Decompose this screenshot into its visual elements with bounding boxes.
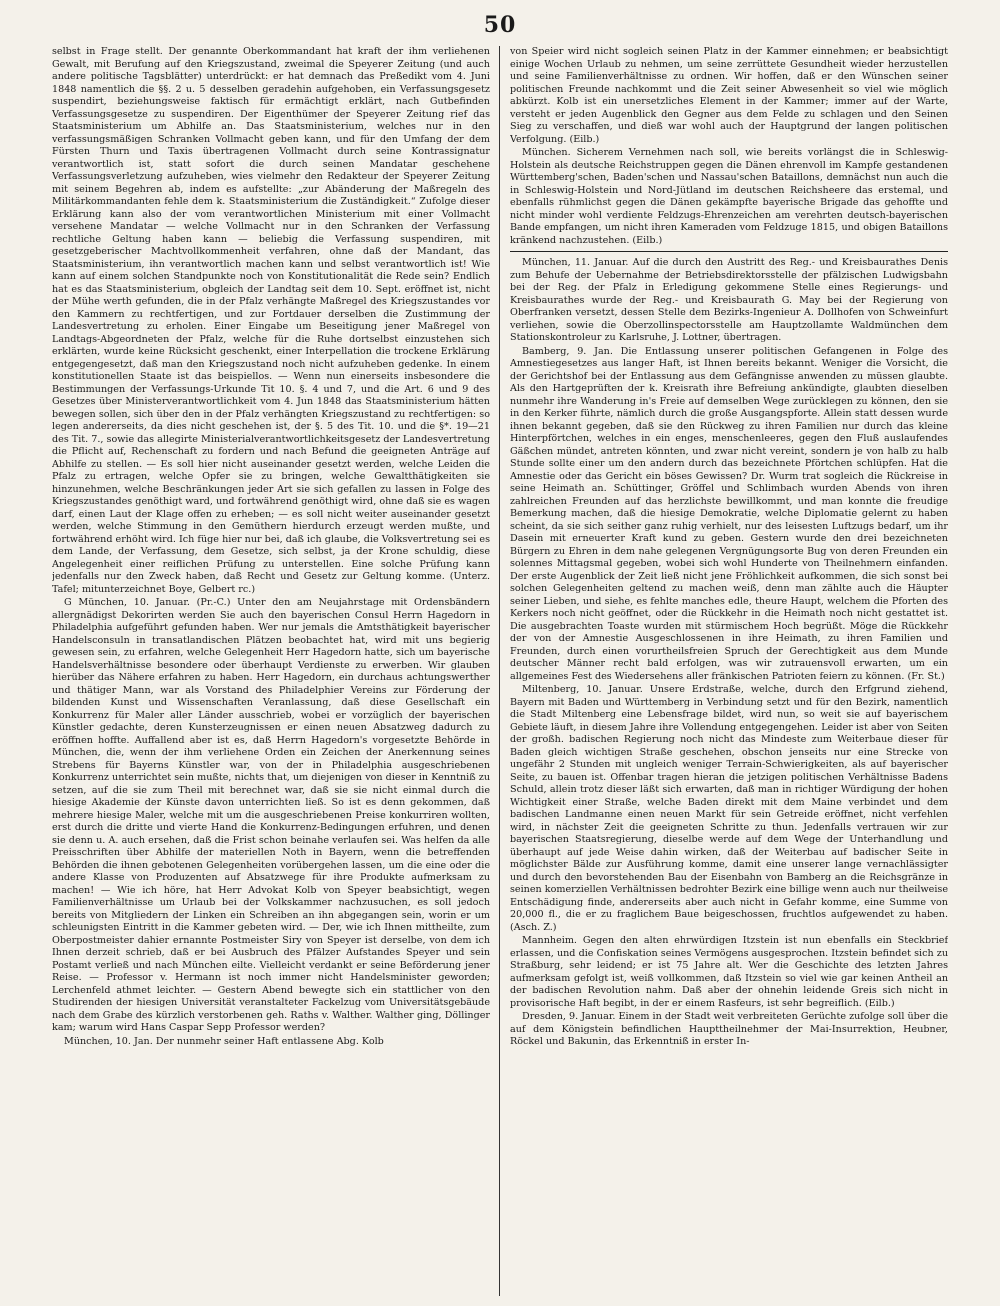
article-paragraph: Mannheim. Gegen den alten ehrwürdigen Itzstein ist nun ebenfalls ein Steckbrief erlassen, und die Confiskation seines Vermögens ausgesprochen. Itzstein befindet sich zu Straßburg, sehr leidend; er ist 75 Jahre alt. Wer die Geschichte des letzten Jahres aufmerksam gefolgt ist, weiß vollkommen, daß Itzstein so viel wie gar keinen Antheil an der badischen Revolution nahm. Daß aber der ohnehin leidende Greis sich nicht in provisorische Haft begibt, in der er einem Rasfeurs, ist sehr begreiflich. (Eilb.) <box>510 935 948 1009</box>
page-number: 50 <box>483 12 517 38</box>
article-paragraph: Miltenberg, 10. Januar. Unsere Erdstraße, welche, durch den Erfgrund ziehend, Bayern mit Baden und Württemberg in Verbindung setzt und für den Bezirk, namentlich die Stadt Miltenberg eine Lebensfrage bildet, wird nun, so weit sie auf bayerischem Gebiete läuft, in diesem Jahre ihre Vollendung entgegengehen. Leider ist aber von Seiten der großh. badischen Regierung noch nicht das Mindeste zum Weiterbaue dieser für Baden gleich wichtigen Straße geschehen, obschon jenseits nur eine Strecke von ungefähr 2 Stunden mit ungleich weniger Terrain-Schwierigkeiten, als auf bayerischer Seite, zu bauen ist. Offenbar tragen hieran die jetzigen politischen Verhältnisse Badens Schuld, allein trotz dieser läßt sich erwarten, daß man in richtiger Würdigung der hohen Wichtigkeit einer Straße, welche Baden direkt mit dem Maine verbindet und dem badischen Landmanne einen neuen Markt für sein Getreide eröffnet, nicht verfehlen wird, in nächster Zeit die geeigneten Schritte zu thun. Jedenfalls vertrauen wir zur bayerischen Staatsregierung, dieselbe werde auf dem Wege der Unterhandlung und überhaupt auf jede Weise dahin wirken, daß der Weiterbau auf badischer Seite in möglichster Bälde zur Ausführung komme, damit eine unserer lange vernachlässigter und durch den bevorstehenden Bau der Eisenbahn von Bamberg an die Reichsgränze in seinen komerziellen Verhältnissen bedrohter Bezirk eine billige wenn auch nur theilweise Entschädigung finde, andererseits aber auch nicht in Gefahr komme, eine Summe von 20,000 fl., die er zu fraglichem Baue beigeschossen, fruchtlos aufgewendet zu haben. (Asch. Z.) <box>510 684 948 933</box>
article-paragraph: selbst in Frage stellt. Der genannte Oberkommandant hat kraft der ihm verliehenen Gewalt, mit Berufung auf den Kriegszustand, zweimal die Speyerer Zeitung (und auch andere politische Tagsblätter) unterdrückt: er hat demnach das Preßedikt vom 4. Juni 1848 namentlich die §§. 2 u. 5 desselben geradehin aufgehoben, ein Verfassungsgesetz suspendirt, beziehungsweise faktisch für ermächtigt erklärt, nach Gutbefinden Verfassungsgesetze zu suspendiren. Der Eigenthümer der Speyerer Zeitung rief das Staatsministerium um Abhilfe an. Das Staatsministerium, welches nur in den verfassungsmäßigen Schranken Vollmacht geben kann, und für den Umfang der dem Fürsten Thurn und Taxis übertragenen Vollmacht durch seine Kontrassignatur verantwortlich ist, statt sofort die durch seinen Mandatar geschehene Verfassungsverletzung aufzuheben, wies vielmehr den Redakteur der Speyerer Zeitung mit seinem Begehren ab, indem es aufstellte: „zur Abänderung der Maßregeln des Militärkommandanten fehle dem k. Staatsministerium die Zuständigkeit.“ Zufolge dieser Erklärung kann also der vom verantwortlichen Ministerium mit einer Vollmacht versehene Mandatar — welche Vollmacht nur in den Schranken der Verfassung rechtliche Geltung haben kann — beliebig die Verfassung suspendiren, mit gesetzgeberischer Machtvollkommenheit verfahren, ohne daß der Mandant, das Staatsministerium, ihn verantwortlich machen kann und selbst verantwortlich ist! Wie kann auf einem solchen Standpunkte noch von Konstitutionalität die Rede sein? Endlich hat es das Staatsministerium, obgleich der Landtag seit dem 10. Sept. eröffnet ist, nicht der Mühe werth gefunden, die in der Pfalz verhängte Maßregel des Kriegszustandes vor den Kammern zu rechtfertigen, und zur Fortdauer derselben die Zustimmung der Landesvertretung zu erholen. Einer Eingabe um Beseitigung jener Maßregel von Landtags-Abgeordneten der Pfalz, welche für die Ruhe dortselbst einzustehen sich erklärten, wurde keine Rücksicht geschenkt, einer Interpellation die trockene Erklärung entgegengesetzt, daß man den Kriegszustand noch nicht aufzuheben gedenke. In einem konstitutionellen Staate ist das beispiellos. — Wenn nun einerseits insbesondere die Bestimmungen der Verfassungs-Urkunde Tit 10. §. 4 und 7, und die Art. 6 und 9 des Gesetzes über Ministerverantwortlichkeit vom 4. Jun 1848 das Staatsministerium hätten bewegen sollen, sich über den in der Pfalz verhängten Kriegszustand zu rechtfertigen: so legen andererseits, da dies nicht geschehen ist, der §. 5 des Tit. 10. und die §*. 19—21 des Tit. 7., sowie das allegirte Ministerialverantwortlichkeitsgesetz der Landesvertretung die Pflicht auf, Rechenschaft zu fordern und nach Befund die geeigneten Anträge auf Abhilfe zu stellen. — Es soll hier nicht auseinander gesetzt werden, welche Leiden die Pfalz zu ertragen, welche Opfer sie zu bringen, welche Gewaltthätigkeiten sie hinzunehmen, welche Beschränkungen jeder Art sie sich gefallen zu lassen in Folge des Kriegszustandes genöthigt ward, und fortwährend genöthigt wird, ohne daß sie es wagen darf, einen Laut der Klage offen zu erheben; — es soll nicht weiter auseinander gesetzt werden, welche Stimmung in den Gemüthern hierdurch erzeugt werden mußte, und fortwährend erhöht wird. Ich füge hier nur bei, daß ich glaube, die Volksvertretung sei es dem Lande, der Verfassung, dem Gesetze, sich selbst, ja der Krone schuldig, diese Angelegenheit einer reiflichen Prüfung zu unterstellen. Eine solche Prüfung kann jedenfalls nur den Zweck haben, daß Recht und Gesetz zur Geltung komme. (Unterz. Tafel; mitunterzeichnet Boye, Gelbert rc.) <box>52 46 490 595</box>
article-paragraph: München, 10. Jan. Der nunmehr seiner Haft entlassene Abg. Kolb <box>64 1035 384 1047</box>
section-rule <box>510 251 948 252</box>
column-divider <box>499 46 500 1296</box>
right-column <box>510 46 948 1296</box>
article-paragraph: von Speier wird nicht sogleich seinen Platz in der Kammer einnehmen; er beabsichtigt einige Wochen Urlaub zu nehmen, um seine zerrüttete Gesundheit wieder herzustellen und seine Familienverhältnisse zu ordnen. Wir hoffen, daß er den Wünschen seiner politischen Freunde nachkommt und die Zeit seiner Abwesenheit so viel wie möglich abkürzt. Kolb ist ein unersetzliches Element in der Kammer; immer auf der Warte, versteht er jeden Augenblick den Gegner aus dem Felde zu schlagen und den Seinen Sieg zu verschaffen, und dieß war wohl auch der Hauptgrund der langen politischen Verfolgung. (Eilb.) <box>510 46 948 145</box>
article-paragraph: G München, 10. Januar. (Pr.-C.) Unter den am Neujahrstage mit Ordensbändern allergnädigst Dekorirten werden Sie auch den bayerischen Consul Herrn Hagedorn in Philadelphia aufgeführt gefunden haben. Wer nur jemals die Amtsthätigkeit bayerischer Handelsconsuln in transatlandischen Plätzen beobachtet hat, wird mit uns begierig gewesen sein, zu erfahren, welche Gelegenheit Herr Hagedorn hatte, sich um bayerische Handelsverhältnisse besondere oder überhaupt Verdienste zu erwerben. Wir glauben hierüber das Nähere erfahren zu haben. Herr Hagedorn, ein durchaus achtungswerther und thätiger Mann, war als Vorstand des Philadelphier Vereins zur Förderung der bildenden Kunst und Wissenschaften Veranlassung, daß diese Gesellschaft ein Konkurrenz für Maler aller Länder ausschrieb, wobei er vorzüglich der bayerischen Künstler gedachte, deren Kunsterzeugnissen er einen neuen Absatzweg dadurch zu eröffnen hoffte. Auffallend aber ist es, daß Herrn Hagedorn's vorgesetzte Behörde in München, die, wenn der ihm verliehene Orden ein Zeichen der Anerkennung seines Strebens für Bayerns Künstler war, von der in Philadelphia ausgeschriebenen Konkurrenz unterrichtet sein mußte, nichts that, um diejenigen von dieser in Kenntniß zu setzen, auf die sie zum Theil mit berechnet war, daß sie sie nicht einmal durch die hiesige Akademie der Künste davon unterrichten ließ. So ist es denn gekommen, daß mehrere hiesige Maler, welche mit um die ausgeschriebenen Preise konkurriren wollten, erst durch die dritte und vierte Hand die Konkurrenz-Bedingungen erfuhren, und denen sie denn u. A. auch ersehen, daß die Frist schon beinahe verlaufen sei. Was helfen da alle Preisschriften über Abhilfe der materiellen Noth in Bayern, wenn die betreffenden Behörden die ihnen gebotenen Gelegenheiten vorübergehen lassen, um die eine oder die andere Klasse von Produzenten auf Absatzwege für ihre Produkte aufmerksam zu machen! — Wie ich höre, hat Herr Advokat Kolb von Speyer beabsichtigt, wegen Familienverhältnisse um Urlaub bei der Volkskammer nachzusuchen, es soll jedoch bereits von Mitgliedern der Linken ein Schreiben an ihn abgegangen sein, worin er um schleunigsten Eintritt in die Kammer gebeten wird. — Der, wie ich Ihnen mittheilte, zum Oberpostmeister dahier ernannte Postmeister Siry von Speyer ist derselbe, von dem ich Ihnen derzeit schrieb, daß er bei Ausbruch des Pfälzer Aufstandes Speyer und sein Postamt verließ und nach München eilte. Vielleicht verdankt er seine Beförderung jener Reise. — Professor v. Hermann ist noch immer nicht Handelsminister geworden; Lerchenfeld athmet leichter. — Gestern Abend bewegte sich ein stattlicher von den Studirenden der hiesigen Universität veranstalteter Fackelzug vom Universitätsgebäude nach dem Grabe des kürzlich verstorbenen geh. Raths v. Walther. Walther ging, Döllinger kam; warum wird Hans Caspar Sepp Professor werden? <box>52 597 490 1033</box>
article-paragraph: Dresden, 9. Januar. Einem in der Stadt weit verbreiteten Gerüchte zufolge soll über die auf dem Königstein befindlichen Haupttheilnehmer der Mai-Insurrektion, Heubner, Röckel und Bakunin, das Erkenntniß in erster In- <box>510 1011 948 1047</box>
article-paragraph: München. Sicherem Vernehmen nach soll, wie bereits vorlängst die in Schleswig-Holstein als deutsche Reichstruppen gegen die Dänen ehrenvoll im Kampfe gestandenen Württemberg'schen, Baden'schen und Nassau'schen Bataillons, demnächst nun auch die in Schleswig-Holstein und Nord-Jütland im deutschen Reichsheere das erstemal, und ebenfalls rühmlichst gegen die Dänen gekämpfte bayerische Brigade das gehoffte und nicht minder wohl verdiente Feldzugs-Ehrenzeichen am verehrten deutsch-bayerischen Bande empfangen, um nicht ihren Kameraden vom Feldzuge 1815, und obigen Bataillons kränkend nachzustehen. (Eilb.) <box>510 147 948 246</box>
newspaper-columns <box>52 46 948 1296</box>
left-column <box>52 46 490 1296</box>
article-paragraph: München, 11. Januar. Auf die durch den Austritt des Reg.- und Kreisbaurathes Denis zum Behufe der Uebernahme der Betriebsdirektorsstelle der pfälzischen Ludwigsbahn bei der Reg. der Pfalz in Erledigung gekommene Stelle eines Regierungs- und Kreisbaurathes wurde der Reg.- und Kreisbaurath G. May bei der Regierung von Oberfranken versetzt, dessen Stelle dem Bezirks-Ingenieur A. Dollhofen von Schweinfurt verliehen, sowie die Oberzollinspectorsstelle am Hauptzollamte Waldmünchen dem Stationskontroleur zu Karlsruhe, J. Lottner, übertragen. <box>510 257 948 343</box>
article-paragraph: Bamberg, 9. Jan. Die Entlassung unserer politischen Gefangenen in Folge des Amnestiegesetzes aus langer Haft, ist Ihnen bereits bekannt. Weniger die Vorsicht, die der Gerichtshof bei der Entlassung aus dem Gefängnisse anwenden zu müssen glaubte. Als den Hartgeprüften der k. Kreisrath ihre Befreiung ankündigte, glaubten dieselben nunmehr ihre Wanderung in's Freie auf demselben Wege zurücklegen zu können, den sie in den Kerker führte, nämlich durch die große Ausgangspforte. Allein statt dessen wurde ihnen bekannt gegeben, daß sie den Rückweg zu ihren Familien nur durch das kleine Hinterpförtchen, welches in ein enges, menschenleeres, gegen den Fluß auslaufendes Gäßchen mündet, antreten könnten, und zwar nicht vereint, sondern je von halb zu halb Stunde sollte einer um den andern durch das bezeichnete Pförtchen schlüpfen. Hat die Amnestie oder das Gericht ein böses Gewissen? Dr. Wurm trat sogleich die Rückreise in seine Heimath an. Schüttinger, Gröffel und Schlimbach wurden Abends von ihren zahlreichen Freunden auf das herzlichste bewillkommt, und man konnte die freudige Bemerkung machen, daß die hiesige Demokratie, welche Diplomatie gelernt zu haben scheint, da sie sich seither ganz ruhig verhielt, nur des leisesten Luftzugs bedarf, um ihr Dasein mit erneuerter Kraft kund zu geben. Gestern wurde den drei bezeichneten Bürgern zu Ehren in dem nahe gelegenen Vergnügungsorte Bug von deren Freunden ein solennes Mittagsmal gegeben, wobei sich wohl Hunderte von Theilnehmern einfanden. Der erste Augenblick der Zeit ließ nicht jene Fröhlichkeit aufkommen, die sich sonst bei solchen Gelegenheiten geltend zu machen weiß, denn man zählte auch die Häupter seiner Lieben, und siehe, es fehlte manches edle, theure Haupt, welchem die Pforten des Kerkers noch nicht geöffnet, oder die Rückkehr in die Heimath noch nicht gestattet ist. Die ausgebrachten Toaste wurden mit stürmischem Hoch begrüßt. Möge die Rückkehr der von der Amnestie Ausgeschlossenen in ihre Heimath, zu ihren Familien und Freunden, durch einen vorurtheilsfreien Spruch der Gerechtigkeit aus dem Munde deutscher Männer recht bald erfolgen, was wir zutrauensvoll erwarten, um ein allgemeines Fest des Wiedersehens aller fränkischen Patrioten feiern zu können. (Fr. St.) <box>510 345 948 682</box>
